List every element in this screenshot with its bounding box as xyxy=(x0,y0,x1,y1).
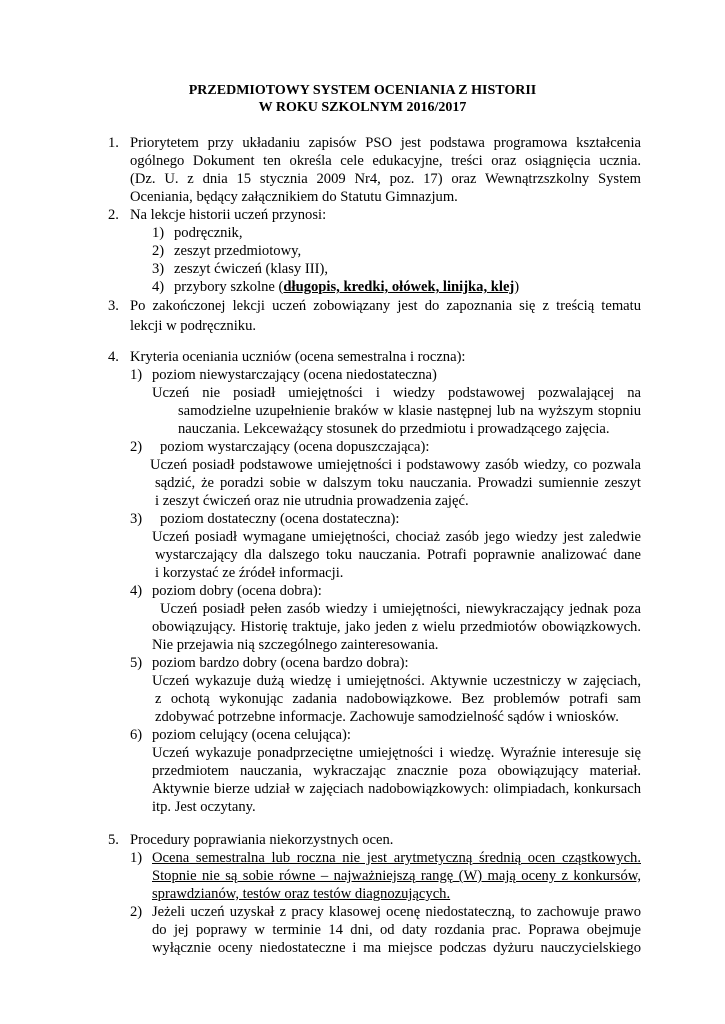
item-4-text: Kryteria oceniania uczniów (ocena semestralna i roczna): xyxy=(130,349,466,365)
item-1-line: Oceniania, będący załącznikiem do Statutu Gimnazjum. xyxy=(130,189,458,205)
item-5-text: Procedury poprawiania niekorzystnych ocen. xyxy=(130,832,394,848)
school-supplies-emphasis: długopis, kredki, ołówek, linijka, klej xyxy=(283,279,515,295)
grade-level-description: samodzielne uzupełnienie braków w klasie następnej lub na wyższym stopniu xyxy=(178,403,641,419)
item-4-number: 4. xyxy=(108,349,119,365)
procedure-line: wyłącznie oceny niedostateczne i ma miejsce podczas dyżuru nauczycielskiego xyxy=(152,940,641,956)
grade-level-description: wystarczający dla dalszego toku nauczania. Potrafi poprawnie analizować dane xyxy=(155,547,641,563)
grade-level-number: 6) xyxy=(130,727,143,743)
item-5-number: 5. xyxy=(108,832,119,848)
item-3-number: 3. xyxy=(108,298,119,314)
document-title-line-2: W ROKU SZKOLNYM 2016/2017 xyxy=(258,100,467,115)
grade-level-heading: poziom dostateczny (ocena dostateczna): xyxy=(160,511,400,527)
item-2-sub-number: 2) xyxy=(152,243,165,259)
grade-level-description: Uczeń posiadł podstawowe umiejętności i podstawowy zasób wiedzy, co pozwala xyxy=(150,457,641,473)
grade-level-heading: poziom celujący (ocena celująca): xyxy=(152,727,351,743)
grade-level-description: zdobywać potrzebne informacje. Zachowuje samodzielność sądów i wniosków. xyxy=(155,709,619,725)
grade-level-description: nauczania. Lekceważący stosunek do przedmiotu i prowadzącego zajęcia. xyxy=(178,421,610,437)
grade-level-heading: poziom bardzo dobry (ocena bardzo dobra): xyxy=(152,655,409,671)
item-1-number: 1. xyxy=(108,135,119,151)
procedure-line: Ocena semestralna lub roczna nie jest arytmetyczną średnią ocen cząstkowych. xyxy=(152,850,641,866)
item-2-sub-text: zeszyt ćwiczeń (klasy III), xyxy=(174,261,328,277)
grade-level-description: Uczeń wykazuje ponadprzeciętne umiejętności i wiedzę. Wyraźnie interesuje się xyxy=(152,745,641,761)
procedure-line: sprawdzianów, testów oraz testów diagnozujących. xyxy=(152,886,451,902)
grade-level-description: Uczeń posiadł wymagane umiejętności, chociaż zasób jego wiedzy jest zaledwie xyxy=(152,529,641,545)
grade-level-description: itp. Jest oczytany. xyxy=(152,799,256,815)
item-2-sub-text: zeszyt przedmiotowy, xyxy=(174,243,302,259)
grade-level-number: 2) xyxy=(130,439,143,455)
procedure-number: 2) xyxy=(130,904,143,920)
grade-level-heading: poziom dobry (ocena dobra): xyxy=(152,583,322,599)
grade-level-number: 1) xyxy=(130,367,143,383)
item-1-line: Priorytetem przy układaniu zapisów PSO jest podstawa programowa kształcenia xyxy=(130,135,641,151)
grade-level-description: z ochotą wykonując zadania nadobowiązkowe. Bez problemów potrafi sam xyxy=(155,691,641,707)
grade-level-heading: poziom wystarczający (ocena dopuszczająca): xyxy=(160,439,430,455)
grade-level-heading: poziom niewystarczający (ocena niedostateczna) xyxy=(152,367,437,383)
procedure-line: Jeżeli uczeń uzyskał z pracy klasowej ocenę niedostateczną, to zachowuje prawo xyxy=(152,904,641,920)
grade-level-description: Uczeń wykazuje dużą wiedzę i umiejętności. Aktywnie uczestniczy w zajęciach, xyxy=(152,673,641,689)
item-3-line: lekcji w podręczniku. xyxy=(130,318,257,334)
procedure-line: Stopnie nie są sobie równe – najważniejszą rangę (W) mają oceny z konkursów, xyxy=(152,868,641,884)
item-3-line: Po zakończonej lekcji uczeń zobowiązany jest do zapoznania się z treścią tematu xyxy=(130,298,641,314)
grade-level-description: Uczeń nie posiadł umiejętności i wiedzy podstawowej pozwalającej na xyxy=(152,385,641,401)
item-2-sub-number: 4) xyxy=(152,279,165,295)
grade-level-number: 5) xyxy=(130,655,143,671)
grade-level-description: i zeszyt ćwiczeń oraz nie utrudnia prowadzenia zajęć. xyxy=(155,493,469,509)
item-2-sub-text: podręcznik, xyxy=(174,225,243,241)
item-1-line: ogólnego Dokument ten określa cele edukacyjne, treści oraz osiągnięcia ucznia. xyxy=(130,153,641,169)
grade-level-description: i korzystać ze źródeł informacji. xyxy=(155,565,344,581)
item-2-sub-number: 1) xyxy=(152,225,165,241)
grade-level-number: 3) xyxy=(130,511,143,527)
item-2-text: Na lekcje historii uczeń przynosi: xyxy=(130,207,327,223)
grade-level-description: sądzić, że poradzi sobie w dalszym toku nauczania. Prowadzi sumiennie zeszyt xyxy=(155,475,641,491)
procedure-line: do jej poprawy w terminie 14 dni, od daty rozdania prac. Poprawa obejmuje xyxy=(152,922,641,938)
grade-level-description: przedmiotem nauczania, wykraczając znacznie poza obowiązujący materiał. xyxy=(152,763,641,779)
procedure-number: 1) xyxy=(130,850,143,866)
item-2-sub-number: 3) xyxy=(152,261,165,277)
item-1-line: (Dz. U. z dnia 15 stycznia 2009 Nr4, poz. 17) oraz Wewnątrzszkolny System xyxy=(130,171,641,187)
grade-level-description: Uczeń posiadł pełen zasób wiedzy i umiejętności, niewykraczający jednak poza xyxy=(160,601,641,617)
document-title-line-1: PRZEDMIOTOWY SYSTEM OCENIANIA Z HISTORII xyxy=(188,83,537,98)
grade-level-description: Nie przejawia nią szczególnego zainteresowania. xyxy=(152,637,439,653)
item-2-sub-text: przybory szkolne (długopis, kredki, ołówek, linijka, klej) xyxy=(174,279,520,295)
item-2-number: 2. xyxy=(108,207,119,223)
grade-level-number: 4) xyxy=(130,583,143,599)
grade-level-description: obowiązujący. Historię traktuje, jako jeden z wielu przedmiotów obowiązkowych. xyxy=(152,619,641,635)
grade-level-description: Aktywnie bierze udział w zajęciach nadobowiązkowych: olimpiadach, konkursach xyxy=(152,781,641,797)
